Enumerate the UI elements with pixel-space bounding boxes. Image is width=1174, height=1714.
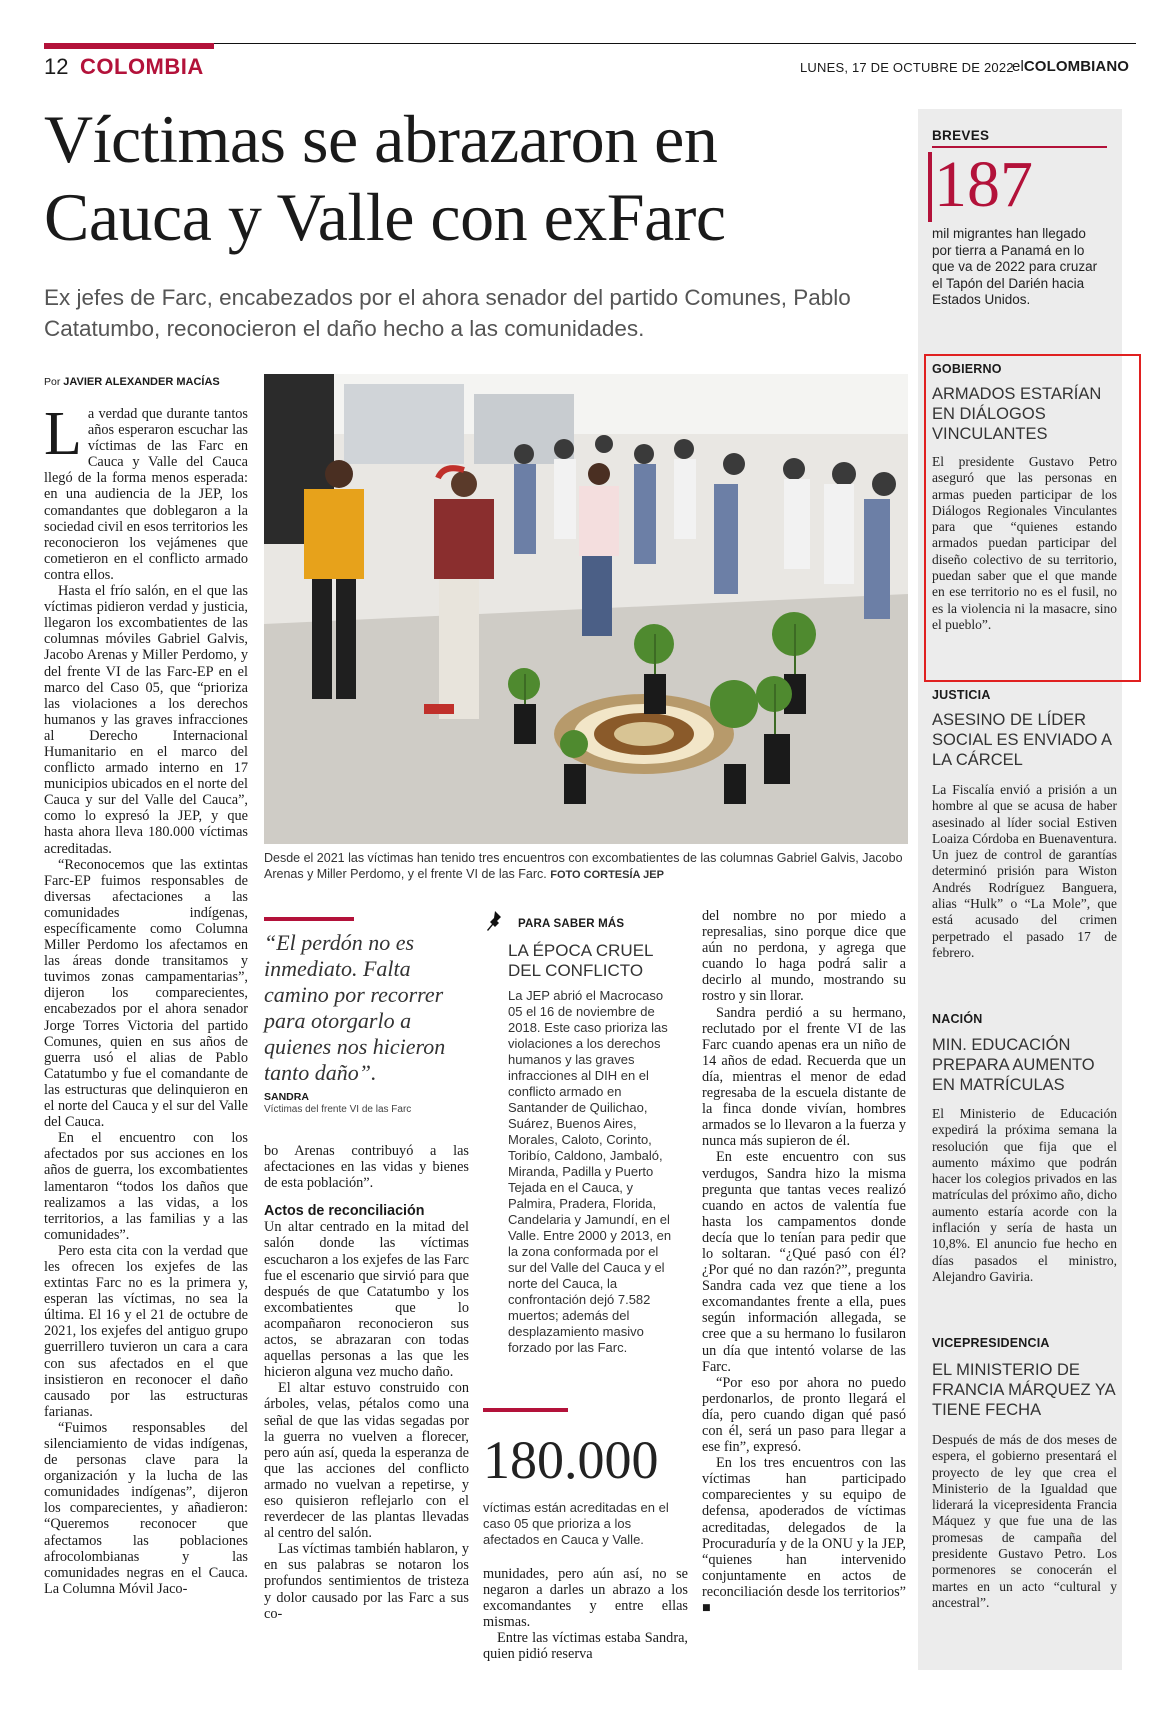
stat-number: 180.000 (483, 1430, 659, 1490)
brief-text: La Fiscalía envió a prisión a un hombre al que se acusa de haber asesinado al líder social Estiven Loaiza Córdoba en Buenaventura. Un juez de control de garantías determinó prisión para Wiston Andrés Rodríguez Banguera, alias “Hulk” o “La Mole”, que está acusado del crimen perpetrado el pasado 17 de febrero. (932, 782, 1117, 960)
page-number: 12 (44, 54, 69, 79)
first-paragraph-text: a verdad que durante tantos años esperaron escuchar las víctimas de las Farc en Cauca y Valle del Cauca llegó de la forma menos esperada: en una audiencia de la JEP, los comandantes que doblegaron a la sociedad civil en esos territorios les reconocieron los vejámenes que cometieron en el conflicto armado contra ellos. (44, 406, 248, 583)
brief-text: Después de más de dos meses de espera, el gobierno presentará el proyecto de ley que crea el Ministerio de la Igualdad que liderará la vicepresidenta Francia Máquez y que fue una de las promesas de campaña del presidente Gustavo Petro. Los pormenores se conocerán el martes en un acto “cultural y ancestral”. (932, 1432, 1117, 1610)
byline (44, 376, 220, 388)
brief-label: VICEPRESIDENCIA (932, 1336, 1050, 1350)
sidebox-text: La JEP abrió el Macrocaso 05 el 16 de noviembre de 2018. Este caso prioriza las violaciones a los derechos humanos y las graves infracciones al DIH en el conflicto armado en Santander de Quilichao, Suárez, Buenos Aires, Morales, Caloto, Corinto, Toribío, Caldono, Jambaló, Miranda, Padilla y Puerto Tejada en el Cauca, y Palmira, Pradera, Florida, Candelaria y Jamundí, en el Valle. Entre 2000 y 2013, en la zona conformada por el sur del Valle del Cauca y el norte del Cauca, la confrontación dejó 7.582 muertos; además del desplazamiento masivo forzado por las Farc. (508, 988, 672, 1355)
sidebox-title: LA ÉPOCA CRUEL DEL CONFLICTO (508, 941, 653, 980)
issue-date: LUNES, 17 DE OCTUBRE DE 2022 (800, 60, 1014, 75)
paragraph: Las víctimas también hablaron, y en sus palabras se notaron los profundos sentimientos de tristeza y dolor causado por las Farc a sus co- (264, 1541, 469, 1622)
article-column-3 (483, 1566, 688, 1663)
section-accent-bar (44, 43, 214, 49)
brief-title: EL MINISTERIO DE FRANCIA MÁRQUEZ YA TIENE FECHA (932, 1361, 1115, 1419)
paragraph: En el encuentro con los afectados por sus acciones en los años de guerra, los excombatientes lamentaron “todos los daños que realizamos a las vidas, a los territorios, a las familias y a las comunidades”. (44, 1130, 248, 1243)
photo-illustration (264, 374, 908, 844)
paragraph: Hasta el frío salón, en el que las víctimas pidieron verdad y justicia, llegaron los excombatientes de las columnas móviles Gabriel Galvis, Jacobo Arenas y Miller Perdomo, y del frente VI de las Farc-EP en el marco del Caso 05, que “prioriza las violaciones a los derechos humanos y las graves infracciones al Derecho Internacional Humanitario en el marco del conflicto armado interno en 17 municipios ubicados en el norte del Cauca y sur del Valle del Cauca”, como lo expresó la JEP, y que hasta ahora lleva 180.000 víctimas acreditadas. (44, 583, 248, 857)
breves-number: 187 (934, 148, 1033, 221)
breves-accent-bar (928, 152, 932, 222)
headline: Víctimas se abrazaron en Cauca y Valle con exFarc (44, 101, 726, 255)
article-column-1 (44, 400, 248, 1597)
photo-credit: FOTO CORTESÍA JEP (550, 869, 664, 881)
quote-accent-bar (264, 917, 354, 921)
brief-title: ARMADOS ESTARÍAN EN DIÁLOGOS VINCULANTES (932, 385, 1102, 443)
dropcap: L (44, 400, 82, 468)
article-photo (264, 374, 908, 844)
brief-label: GOBIERNO (932, 362, 1002, 376)
paragraph: bo Arenas contribuyó a las afectaciones en las vidas y bienes de esta población”. (264, 1143, 469, 1192)
sidebox-label: PARA SABER MÁS (518, 918, 625, 930)
brief-title: ASESINO DE LÍDER SOCIAL ES ENVIADO A LA CÁRCEL (932, 711, 1112, 769)
masthead (1012, 58, 1129, 75)
pull-quote: “El perdón no es inmediato. Falta camino por recorrer para otorgarlo a quienes nos hicieron tanto daño”. (264, 930, 446, 1085)
paragraph: Entre las víctimas estaba Sandra, quien pidió reserva (483, 1630, 688, 1663)
quote-author: SANDRA (264, 1091, 309, 1103)
masthead-prefix: el (1012, 58, 1024, 75)
paragraph: “Fuimos responsables del silenciamiento de vidas indígenas, de personas clave para la organización y la lucha de las comunidades indígenas”, dijeron los comparecientes, y añadieron: “Queremos reconocer que afectamos las poblaciones afrocolombianas y las comunidades negras en el Cauca. La Columna Móvil Jaco- (44, 1419, 248, 1597)
masthead-name: COLOMBIANO (1023, 58, 1130, 75)
brief-text: El Ministerio de Educación expedirá la próxima semana la resolución que fija que el aumento máximo que podrán hacer los colegios privados en las matrículas del próximo año, dicho aumento estaría acorde con la inflación y sería de hasta un 10,8%. El anuncio fue hecho en días pasados el ministro, Alejandro Gaviria. (932, 1106, 1117, 1284)
photo-caption-text: Desde el 2021 las víctimas han tenido tres encuentros con excombatientes de las columnas Gabriel Galvis, Jacobo Arenas y Miller Perdomo, y el frente VI de las Farc. (264, 851, 903, 881)
stat-accent-bar (483, 1408, 568, 1412)
paragraph: En este encuentro con sus verdugos, Sandra hizo la misma pregunta que tantas veces realizó cuando en actos de valentía fue hasta los campamentos donde decía que lo tenían para pedir que lo soltaran. “¿Qué pasó con él? ¿Por qué no dan razón?”, pregunta Sandra cada vez que tiene a los excomandantes frente a ella, pues según información allegada, se cree que a su hermano lo fusilaron un día que intentó volarse de las Farc. (702, 1149, 906, 1375)
brief-label: NACIÓN (932, 1012, 983, 1026)
quote-author-role: Víctimas del frente VI de las Farc (264, 1104, 412, 1115)
paragraph: Un altar centrado en la mitad del salón donde las víctimas escucharon a los exjefes de las Farc fue el escenario que sirvió para que después de que Catatumbo y los excombatientes que lo acompañaron reconocieron sus actos, se abrazaran con todas aquellas personas a las que les hicieron alguna vez mucho daño. (264, 1219, 469, 1381)
paragraph: Sandra perdió a su hermano, reclutado por el frente VI de las Farc cuando apenas era un niño de 14 años de edad. Recuerda que un día, mientras el menor de edad regresaba de la escuela distante de la finca donde vivían, hombres armados se lo llevaron a la fuerza y nunca más supieron de él. (702, 1004, 906, 1150)
section-subhead: Actos de reconciliación (264, 1203, 425, 1220)
article-column-4 (702, 908, 906, 1616)
byline-prefix: Por (44, 376, 61, 388)
paragraph: munidades, pero aún así, no se negaron a darles un abrazo a los excomandantes y entre ellas mismas. (483, 1566, 688, 1631)
paragraph: “Reconocemos que las extintas Farc-EP fuimos responsables de diversas afectaciones a las comunidades indígenas, específicamente como Columna Miller Perdomo los afectamos en las áreas donde transitamos y tuvimos zonas campamentarias”, dijeron los comparecientes, encabezados por el ahora senador Jorge Torres Victoria del partido Comunes, quien en sus años de guerra usó el alias de Pablo Catatumbo y fue el comandante de las estructuras que delinquieron en el norte del Cauca y el sur del Valle del Cauca. (44, 856, 248, 1131)
paragraph: Pero esta cita con la verdad que les ofrecen los exjefes de las extintas Farc no es la primera y, esperan las víctimas, no sea la última. El 16 y el 21 de octubre de 2021, los exjefes del antiguo grupo guerrillero tuvieron un cara a cara con sus afectados en el que insistieron en reconocer el daño causado por las estructuras farianas. (44, 1242, 248, 1420)
breves-label: BREVES (932, 128, 990, 143)
byline-author: JAVIER ALEXANDER MACÍAS (63, 376, 220, 388)
first-paragraph (44, 400, 248, 583)
info-pin-icon (486, 910, 504, 932)
brief-text: El presidente Gustavo Petro aseguró que las personas en armas pueden participar de los Diálogos Regionales Vinculantes para que “quienes estando armados puedan participar del diseño colectivo de su territorio, puedan saber que el que mande en ese territorio no es el fusil, no es la violencia ni la masacre, sino el pueblo”. (932, 454, 1117, 632)
brief-title: MIN. EDUCACIÓN PREPARA AUMENTO EN MATRÍCULAS (932, 1036, 1095, 1094)
paragraph: El altar estuvo construido con árboles, velas, pétalos como una señal de que las vidas segadas por la guerra no vuelven a florecer, pero aún así, queda la esperanza de que las acciones del conflicto armado no vuelvan a repetirse, y eso quisieron reflejarlo con el reverdecer de las plantas llevadas al centro del salón. (264, 1380, 469, 1542)
subheadline: Ex jefes de Farc, encabezados por el ahora senador del partido Comunes, Pablo Catatumbo, reconocieron el daño hecho a las comunidades. (44, 285, 851, 341)
article-column-2 (264, 1143, 469, 1622)
paragraph: En los tres encuentros con las víctimas han participado comparecientes y su equipo de defensa, apoderados de víctimas acreditadas, delegados de la Procuraduría y de la ONU y la JEP, “quienes han intervenido conjuntamente en actos de reconciliación desde los territorios” ■ (702, 1455, 906, 1617)
brief-label: JUSTICIA (932, 688, 991, 702)
stat-text: víctimas están acreditadas en el caso 05 que prioriza a los afectados en Cauca y Valle. (483, 1500, 669, 1547)
photo-caption (264, 850, 908, 883)
paragraph: “Por eso por ahora no puedo perdonarlos, de pronto llegará el día, pero cuando digan qué pasó con él, será un paso para llegar a ese fin”, expresó. (702, 1374, 906, 1456)
paragraph: del nombre no por miedo a represalias, sino porque dice que aún no perdona, y agrega que cuando lo haga podrá salir a decirlo al mundo, mostrando su rostro y sin llorar. (702, 908, 906, 1005)
breves-text: mil migrantes han llegado por tierra a Panamá en lo que va de 2022 para cruzar el Tapón del Darién hacia Estados Unidos. (932, 226, 1098, 307)
section-name: COLOMBIA (80, 54, 204, 79)
